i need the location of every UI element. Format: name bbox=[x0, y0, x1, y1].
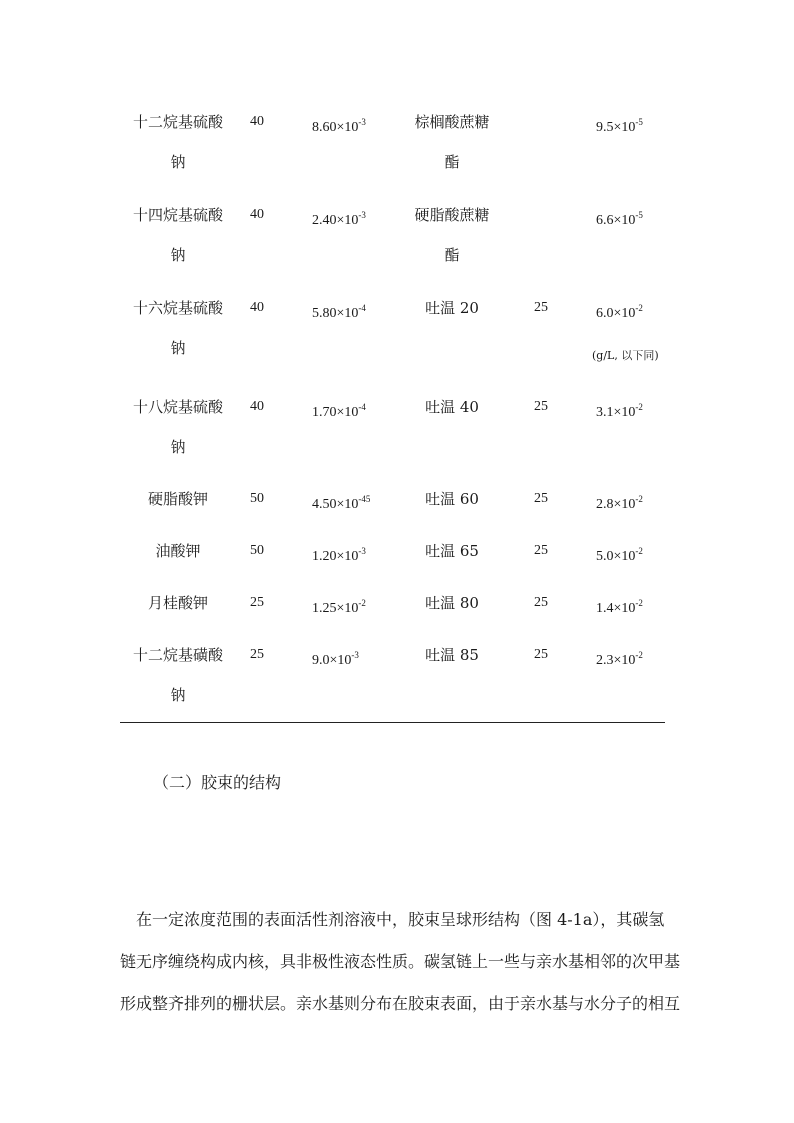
temperature: 25 bbox=[250, 647, 264, 662]
surfactant-name-2: 吐温 65 bbox=[425, 542, 479, 560]
temperature-2: 25 bbox=[534, 595, 548, 610]
surfactant-name: 十八烷基硫酸 bbox=[132, 398, 223, 416]
surfactant-name-2: 硬脂酸蔗糖 bbox=[414, 206, 490, 224]
surfactant-name: 月桂酸钾 bbox=[147, 594, 208, 612]
cmc-value-2: $6.6\times 10^{-5}$ bbox=[596, 210, 643, 228]
table-row bbox=[0, 112, 794, 192]
cmc-value-2: $2.8\times 10^{-2}$ bbox=[596, 494, 643, 512]
table-bottom-rule bbox=[120, 722, 665, 723]
cmc-value-2: $3.1\times 10^{-2}$ bbox=[596, 402, 643, 420]
cmc-value: $1.25\times 10^{-2}$ bbox=[312, 598, 366, 616]
cmc-value: $2.40\times 10^{-3}$ bbox=[312, 210, 366, 228]
temperature-2: 25 bbox=[534, 543, 548, 558]
surfactant-name: 油酸钾 bbox=[155, 542, 201, 560]
surfactant-name: 十四烷基硫酸 bbox=[132, 206, 223, 224]
temperature: 40 bbox=[250, 207, 264, 222]
surfactant-name-2: 吐温 80 bbox=[425, 594, 479, 612]
surfactant-name-2: 吐温 40 bbox=[425, 398, 479, 416]
temperature: 25 bbox=[250, 595, 264, 610]
surfactant-name-2: 吐温 60 bbox=[425, 490, 479, 508]
cmc-value-2: $5.0\times 10^{-2}$ bbox=[596, 546, 643, 564]
cmc-value-2: $2.3\times 10^{-2}$ bbox=[596, 650, 643, 668]
cmc-value: $4.50\times 10^{-45}$ bbox=[312, 494, 371, 512]
surfactant-name-cont: 钠 bbox=[170, 153, 186, 171]
temperature-2: 25 bbox=[534, 491, 548, 506]
temperature-2: 25 bbox=[534, 647, 548, 662]
cmc-value: $5.80\times 10^{-4}$ bbox=[312, 303, 366, 321]
temperature: 40 bbox=[250, 300, 264, 315]
section-heading: （二）胶束的结构 bbox=[153, 773, 282, 792]
surfactant-name-cont: 钠 bbox=[170, 438, 186, 456]
surfactant-name-2: 吐温 85 bbox=[425, 646, 479, 664]
cmc-value: $1.70\times 10^{-4}$ bbox=[312, 402, 366, 420]
surfactant-name-2-cont: 酯 bbox=[444, 246, 460, 264]
paragraph-line: 形成整齐排列的栅状层。亲水基则分布在胶束表面，由于亲水基与水分子的相互 bbox=[120, 994, 681, 1013]
surfactant-name-cont: 钠 bbox=[170, 686, 186, 704]
surfactant-name: 硬脂酸钾 bbox=[147, 490, 208, 508]
cmc-value: $1.20\times 10^{-3}$ bbox=[312, 546, 366, 564]
surfactant-name-2: 棕榈酸蔗糖 bbox=[414, 113, 490, 131]
cmc-value-2: $9.5\times 10^{-5}$ bbox=[596, 117, 643, 135]
cmc-value: $8.60\times 10^{-3}$ bbox=[312, 117, 366, 135]
table-row bbox=[0, 645, 794, 725]
table-row bbox=[0, 397, 794, 477]
table-row bbox=[0, 298, 794, 378]
unit-note: (g/L, 以下同) bbox=[592, 349, 659, 362]
cmc-value-2: $1.4\times 10^{-2}$ bbox=[596, 598, 643, 616]
surfactant-name-cont: 钠 bbox=[170, 246, 186, 264]
surfactant-name: 十二烷基硫酸 bbox=[132, 113, 223, 131]
temperature: 40 bbox=[250, 114, 264, 129]
temperature-2: 25 bbox=[534, 300, 548, 315]
temperature: 50 bbox=[250, 491, 264, 506]
surfactant-name: 十二烷基磺酸 bbox=[132, 646, 223, 664]
table-row bbox=[0, 205, 794, 285]
surfactant-name-2: 吐温 20 bbox=[425, 299, 479, 317]
cmc-value-2: $6.0\times 10^{-2}$ bbox=[596, 303, 643, 321]
paragraph-line: 链无序缠绕构成内核，具非极性液态性质。碳氢链上一些与亲水基相邻的次甲基 bbox=[120, 952, 681, 971]
paragraph-line: 在一定浓度范围的表面活性剂溶液中，胶束呈球形结构（图 4-1a），其碳氢 bbox=[120, 910, 665, 929]
surfactant-name-cont: 钠 bbox=[170, 339, 186, 357]
surfactant-name: 十六烷基硫酸 bbox=[132, 299, 223, 317]
temperature: 50 bbox=[250, 543, 264, 558]
cmc-value: $9.0\times 10^{-3}$ bbox=[312, 650, 359, 668]
temperature: 40 bbox=[250, 399, 264, 414]
temperature-2: 25 bbox=[534, 399, 548, 414]
surfactant-name-2-cont: 酯 bbox=[444, 153, 460, 171]
